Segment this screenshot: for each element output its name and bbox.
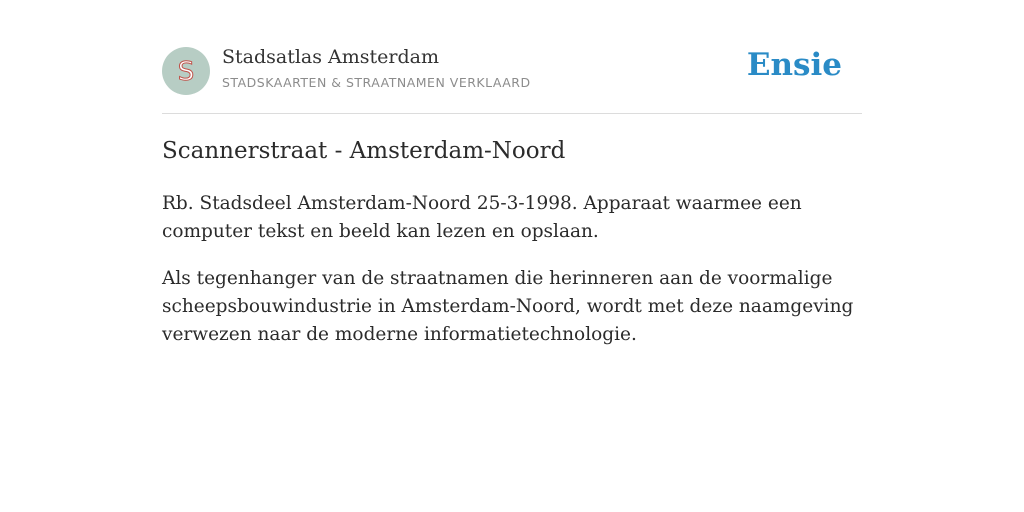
site-header [162,0,862,114]
site-subtitle: STADSKAARTEN & STRAATNAMEN VERKLAARD [222,75,531,90]
site-title[interactable]: Stadsatlas Amsterdam [222,46,440,68]
article-paragraph: Als tegenhanger van de straatnamen die herinneren aan de voormalige scheepsbouwindustrie in Amsterdam-Noord, wordt met deze naamgeving verwezen naar de moderne informatietechnologie. [162,268,854,345]
article-content [162,190,862,368]
page-container [162,0,862,345]
avatar[interactable] [162,47,210,95]
article-paragraph: Rb. Stadsdeel Amsterdam-Noord 25-3-1998. Apparaat waarmee een computer tekst en beeld kan lezen en opslaan. [162,193,802,242]
brand-logo-link[interactable]: Ensie [746,47,842,83]
avatar-letter: S [177,57,195,87]
page-title: Scannerstraat - Amsterdam-Noord [162,138,566,164]
